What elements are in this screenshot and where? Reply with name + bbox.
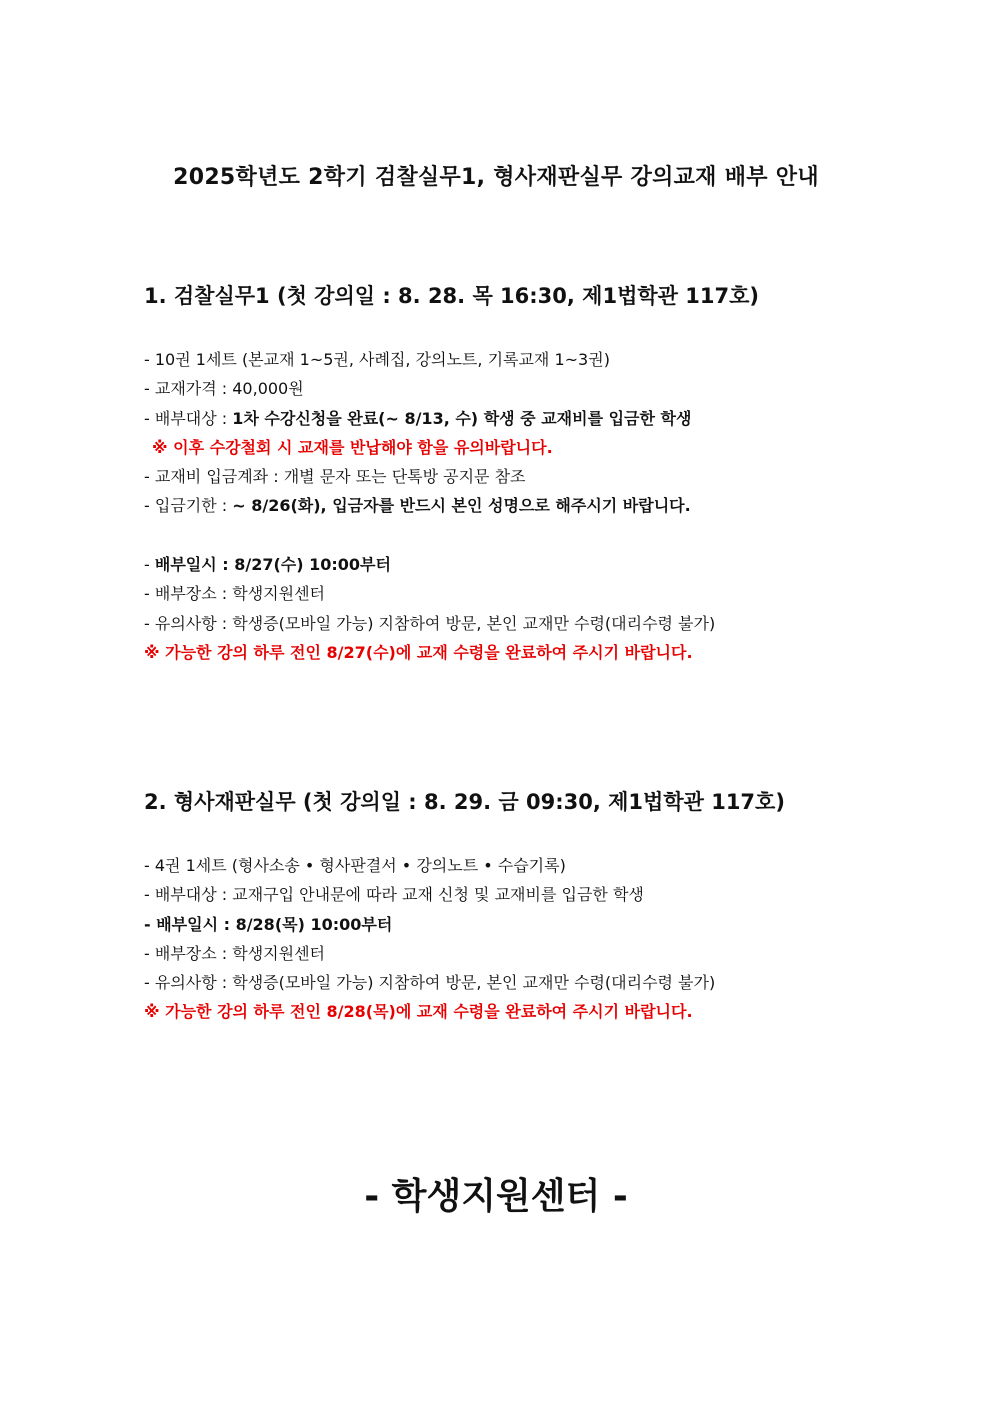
spacer <box>144 521 864 550</box>
section2-reminder: ※ 가능한 강의 하루 전인 8/28(목)에 교재 수령을 완료하여 주시기 바랍니다. <box>144 1002 693 1022</box>
page-title: 2025학년도 2학기 검찰실무1, 형사재판실무 강의교재 배부 안내 <box>173 165 819 190</box>
section1-notes: - 유의사항 : 학생증(모바일 가능) 지참하여 방문, 본인 교재만 수령(대리수령 불가) <box>144 613 716 633</box>
section1-date-value: 배부일시 : 8/27(수) 10:00부터 <box>154 555 391 575</box>
section1-price: - 교재가격 : 40,000원 <box>144 379 304 399</box>
section-criminal-trial-practice <box>144 786 864 1027</box>
section1-set-info: - 10권 1세트 (본교재 1~5권, 사례집, 강의노트, 기록교재 1~3권) <box>144 350 610 369</box>
section1-place: - 배부장소 : 학생지원센터 <box>144 584 325 604</box>
section1-deadline-label: - 입금기한 : <box>144 496 233 516</box>
section1-target-value: 1차 수강신청을 완료(~ 8/13, 수) 학생 중 교재비를 입금한 학생 <box>232 408 692 428</box>
section1-deadline-value: ~ 8/26(화), 입금자를 반드시 본인 성명으로 해주시기 바랍니다. <box>232 496 691 516</box>
footer-signature: - 학생지원센터 - <box>364 1176 628 1217</box>
section2-target: - 배부대상 : 교재구입 안내문에 따라 교재 신청 및 교재비를 입금한 학생 <box>144 885 644 905</box>
section-prosecution-practice <box>144 280 864 667</box>
section1-target <box>144 404 864 433</box>
section2-heading: 2. 형사재판실무 (첫 강의일 : 8. 29. 금 09:30, 제1법학관 117호) <box>144 790 785 814</box>
section1-reminder: ※ 가능한 강의 하루 전인 8/27(수)에 교재 수령을 완료하여 주시기 바랍니다. <box>144 642 693 662</box>
section1-deadline <box>144 491 864 520</box>
section2-date: - 배부일시 : 8/28(목) 10:00부터 <box>144 914 393 934</box>
section2-place: - 배부장소 : 학생지원센터 <box>144 943 325 963</box>
section2-notes: - 유의사항 : 학생증(모바일 가능) 지참하여 방문, 본인 교재만 수령(대리수령 불가) <box>144 973 716 993</box>
section1-warning: ※ 이후 수강철회 시 교재를 반납해야 함을 유의바랍니다. <box>152 437 553 457</box>
section1-details <box>144 345 864 667</box>
section1-heading: 1. 검찰실무1 (첫 강의일 : 8. 28. 목 16:30, 제1법학관 117호) <box>144 284 759 308</box>
section2-details <box>144 851 864 1027</box>
section1-target-label: - 배부대상 : <box>144 408 233 428</box>
section1-date-label: - <box>144 555 155 575</box>
section2-set-info: - 4권 1세트 (형사소송 • 형사판결서 • 강의노트 • 수습기록) <box>144 856 566 875</box>
section1-account: - 교재비 입금계좌 : 개별 문자 또는 단톡방 공지문 참조 <box>144 467 526 487</box>
section1-date <box>144 550 864 579</box>
